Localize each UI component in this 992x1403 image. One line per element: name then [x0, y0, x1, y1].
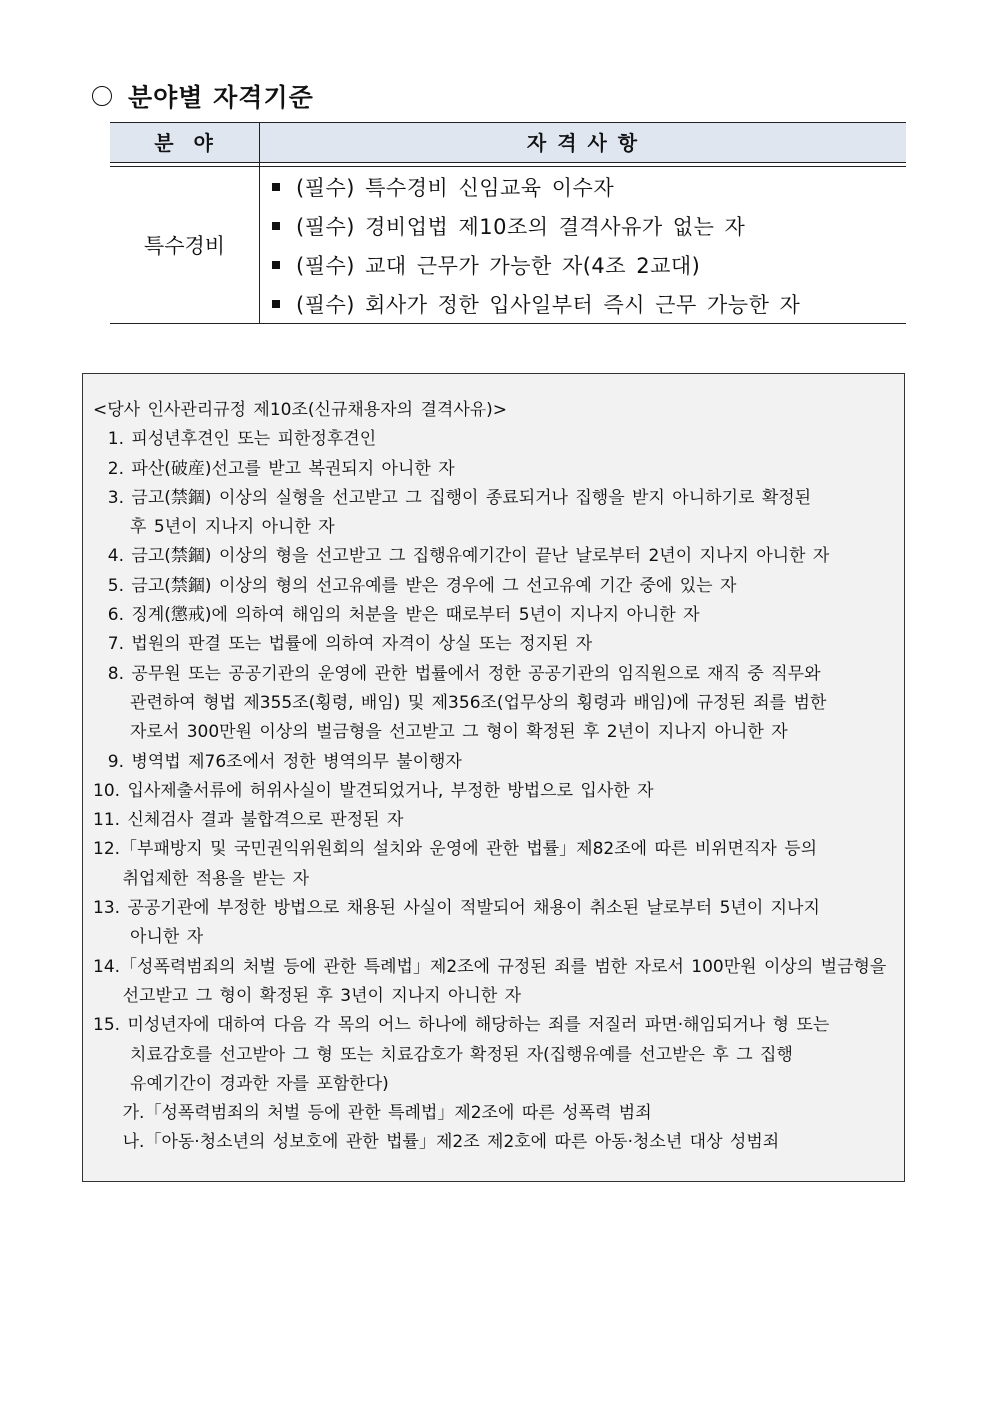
notice-line: 3. 금고(禁錮) 이상의 실형을 선고받고 그 집행이 종료되거나 집행을 받지 아니하기로 확정된 [93, 487, 812, 508]
section-title: 분야별 자격기준 [128, 83, 314, 112]
notice-line: 15. 미성년자에 대하여 다음 각 목의 어느 하나에 해당하는 죄를 저질러 파면·해임되거나 형 또는 [93, 1015, 830, 1036]
notice-line: 12.「부패방지 및 국민권익위원회의 설치와 운영에 관한 법률」제82조에 따른 비위면직자 등의 [93, 839, 818, 860]
notice-line: 10. 입사제출서류에 허위사실이 발견되었거나, 부정한 방법으로 입사한 자 [93, 780, 654, 801]
requirement-text: (필수) 특수경비 신임교육 이수자 [296, 176, 615, 200]
notice-line: 9. 병역법 제76조에서 정한 병역의무 불이행자 [93, 751, 462, 772]
requirement-text: (필수) 회사가 정한 입사일부터 즉시 근무 가능한 자 [296, 293, 801, 317]
notice-line: 5. 금고(禁錮) 이상의 형의 선고유예를 받은 경우에 그 선고유예 기간 중에 있는 자 [93, 575, 737, 596]
table-header-row [110, 122, 906, 162]
notice-text-block [93, 396, 905, 1158]
field-cell: 특수경비 [143, 234, 226, 258]
requirements-list [272, 169, 800, 325]
requirement-text: (필수) 교대 근무가 가능한 자(4조 2교대) [296, 254, 701, 278]
qualification-table [110, 122, 906, 324]
notice-line: 관련하여 형법 제355조(횡령, 배임) 및 제356조(업무상의 횡령과 배임)에 규정된 죄를 범한 [93, 692, 827, 713]
notice-line: 자로서 300만원 이상의 벌금형을 선고받고 그 형이 확정된 후 2년이 지나지 아니한 자 [93, 722, 788, 743]
circle-bullet-icon [92, 86, 112, 106]
notice-line: 아니한 자 [93, 927, 204, 948]
square-bullet-icon [272, 222, 280, 230]
notice-line: 선고받고 그 형이 확정된 후 3년이 지나지 아니한 자 [93, 985, 522, 1006]
requirement-item [272, 169, 800, 208]
column-divider [259, 122, 260, 324]
notice-line: 취업제한 적용을 받는 자 [93, 868, 310, 889]
header-requirements: 자 격 사 항 [526, 131, 640, 155]
notice-line: 후 5년이 지나지 아니한 자 [93, 517, 335, 538]
requirement-item [272, 247, 800, 286]
notice-line: 13. 공공기관에 부정한 방법으로 채용된 사실이 적발되어 채용이 취소된 날로부터 5년이 지나지 [93, 898, 820, 919]
notice-heading: <당사 인사관리규정 제10조(신규채용자의 결격사유)> [93, 400, 508, 420]
notice-line: 치료감호를 선고받아 그 형 또는 치료감호가 확정된 자(집행유예를 선고받은 후 그 집행 [93, 1044, 793, 1065]
notice-line: 11. 신체검사 결과 불합격으로 판정된 자 [93, 810, 404, 831]
notice-line: 유예기간이 경과한 자를 포함한다) [93, 1073, 389, 1094]
table-bottom-border [110, 323, 906, 324]
notice-line: 7. 법원의 판결 또는 법률에 의하여 자격이 상실 또는 정지된 자 [93, 634, 593, 655]
requirement-item [272, 208, 800, 247]
section-heading [92, 78, 314, 114]
requirement-text: (필수) 경비업법 제10조의 결격사유가 없는 자 [296, 215, 746, 239]
disqualification-notice-box [82, 373, 905, 1182]
notice-line: 1. 피성년후견인 또는 피한정후견인 [93, 429, 377, 450]
notice-line: 8. 공무원 또는 공공기관의 운영에 관한 법률에서 정한 공공기관의 임직원으로 재직 중 직무와 [93, 663, 821, 684]
square-bullet-icon [272, 261, 280, 269]
notice-line: 14.「성폭력범죄의 처벌 등에 관한 특례법」제2조에 규정된 죄를 범한 자로서 100만원 이상의 벌금형을 [93, 956, 887, 977]
notice-line: 가.「성폭력범죄의 처벌 등에 관한 특례법」제2조에 따른 성폭력 범죄 [93, 1103, 652, 1124]
notice-line: 나.「아동·청소년의 성보호에 관한 법률」제2조 제2호에 따른 아동·청소년 대상 성범죄 [93, 1132, 780, 1153]
notice-line: 2. 파산(破産)선고를 받고 복권되지 아니한 자 [93, 458, 455, 479]
square-bullet-icon [272, 300, 280, 308]
notice-line: 6. 징계(懲戒)에 의하여 해임의 처분을 받은 때로부터 5년이 지나지 아니한 자 [93, 605, 700, 626]
header-field: 분 야 [154, 131, 215, 155]
square-bullet-icon [272, 183, 280, 191]
requirement-item [272, 286, 800, 325]
notice-line: 4. 금고(禁錮) 이상의 형을 선고받고 그 집행유예기간이 끝난 날로부터 2년이 지나지 아니한 자 [93, 546, 830, 567]
